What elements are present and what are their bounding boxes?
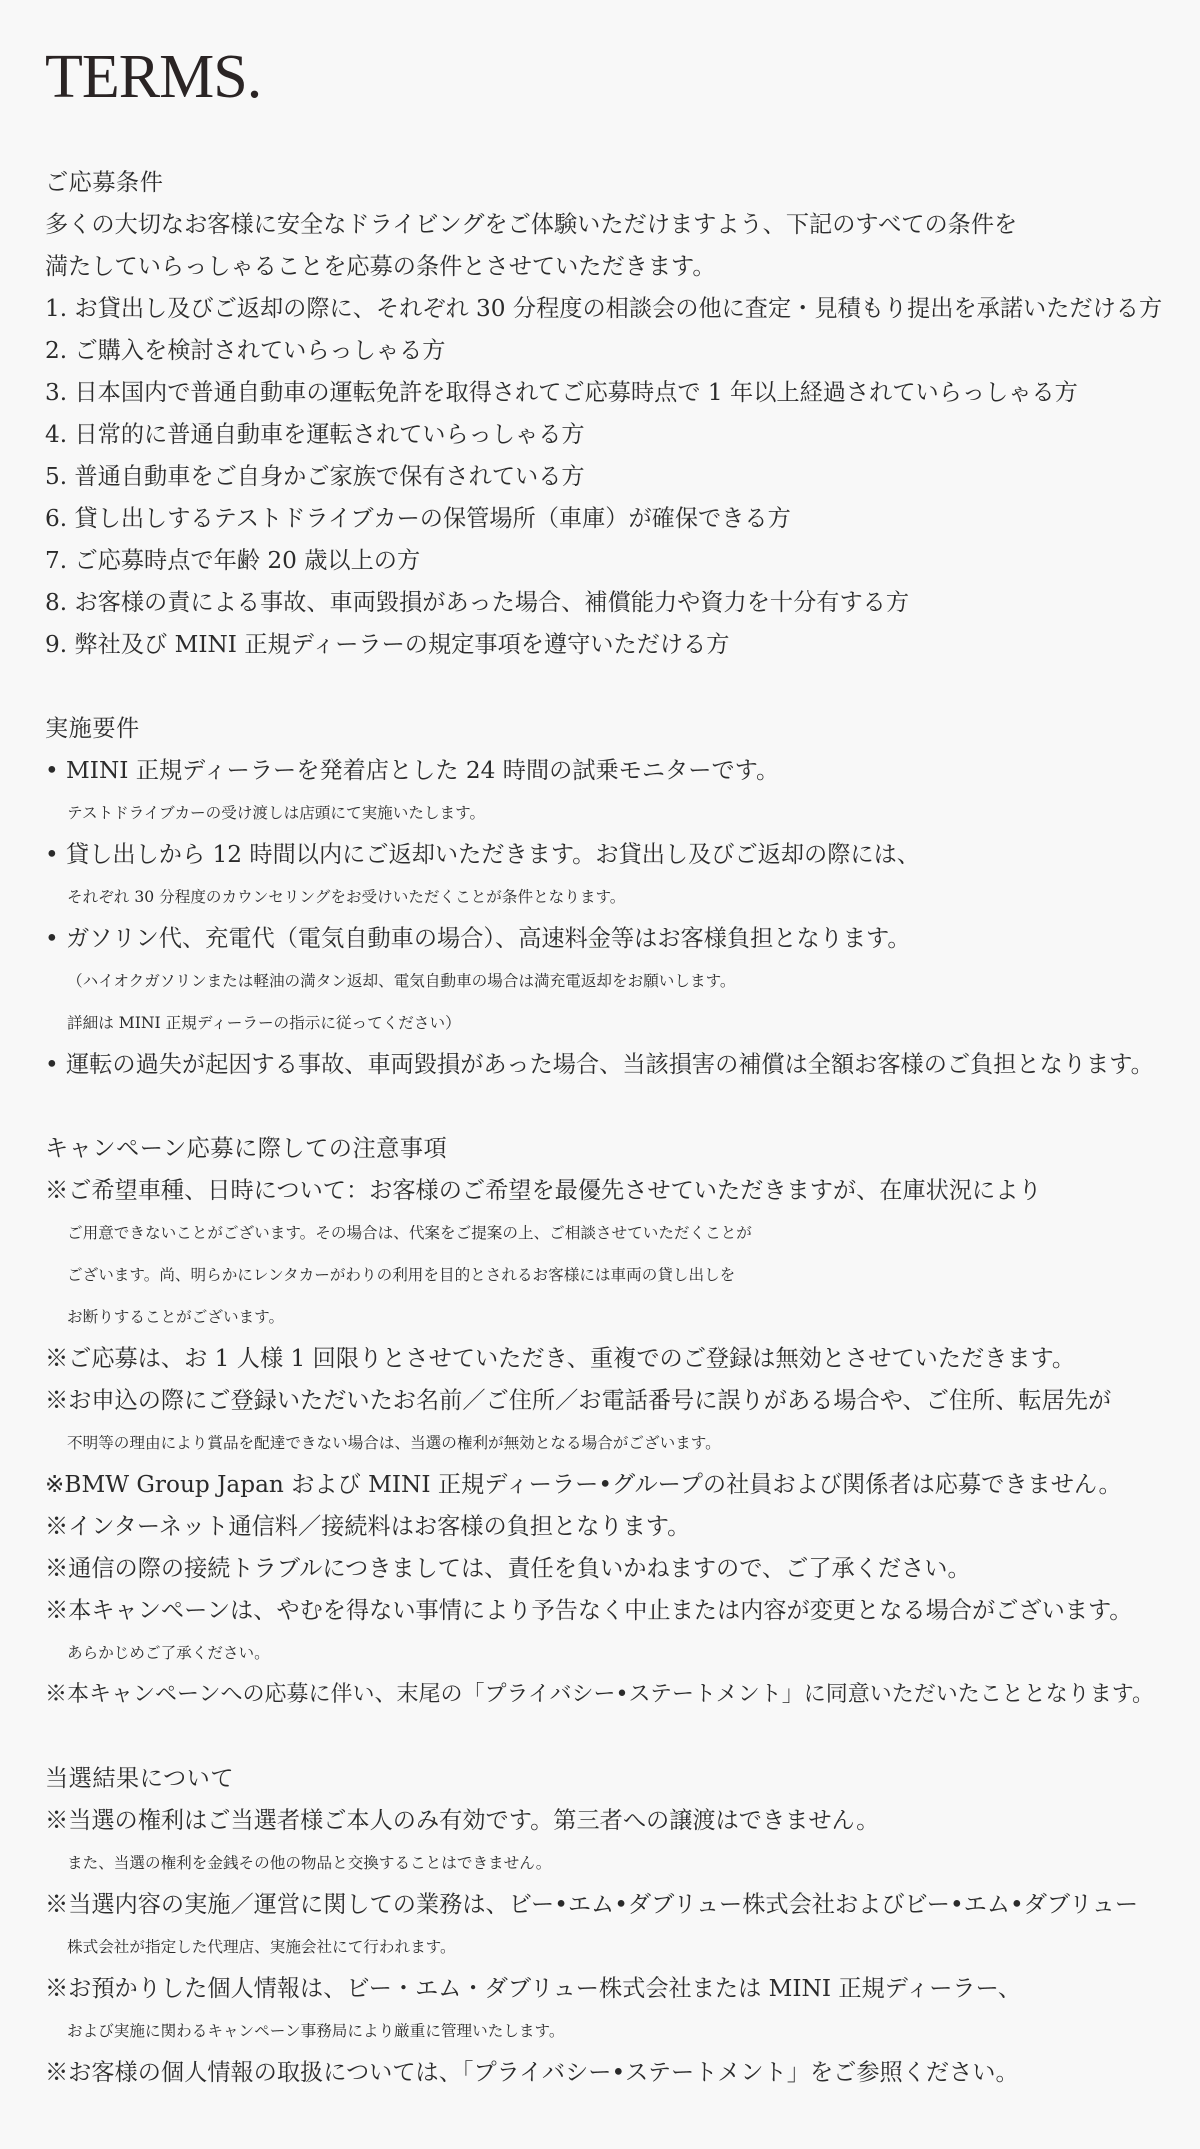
terms-line-continuation: （ハイオクガソリンまたは軽油の満タン返却、電気自動車の場合は満充電返却をお願いします。 — [67, 972, 736, 990]
terms-line: ※通信の際の接続トラブルにつきましては、責任を負いかねますので、ご了承ください。 — [45, 1555, 971, 1582]
terms-line-continuation: 不明等の理由により賞品を配達できない場合は、当選の権利が無効となる場合がございます。 — [67, 1434, 721, 1452]
section-heading: キャンペーン応募に際しての注意事項 — [45, 1135, 448, 1162]
terms-line-continuation: ございます。尚、明らかにレンタカーがわりの利用を目的とされるお客様には車両の貸し出しを — [67, 1266, 736, 1284]
terms-line: ※当選内容の実施／運営に関しての業務は、ビー•エム•ダブリュー株式会社およびビー•エム•ダブリュー — [45, 1891, 1139, 1918]
terms-line-continuation: ご用意できないことがございます。その場合は、代案をご提案の上、ご相談させていただくことが — [67, 1224, 752, 1242]
terms-line: 4. 日常的に普通自動車を運転されていらっしゃる方 — [45, 421, 585, 448]
terms-line: ※BMW Group Japan および MINI 正規ディーラー•グループの社員および関係者は応募できません。 — [45, 1471, 1122, 1498]
section-spacer — [45, 1086, 1165, 1128]
terms-page — [45, 0, 1165, 2086]
terms-line: 8. お客様の責による事故、車両毀損があった場合、補償能力や資力を十分有する方 — [45, 589, 910, 616]
terms-line: ※ご応募は、お 1 人様 1 回限りとさせていただき、重複でのご登録は無効とさせていただきます。 — [45, 1345, 1076, 1372]
terms-line: 3. 日本国内で普通自動車の運転免許を取得されてご応募時点で 1 年以上経過されていらっしゃる方 — [45, 379, 1078, 406]
terms-line-continuation: 詳細は MINI 正規ディーラーの指示に従ってください） — [67, 1014, 461, 1032]
terms-section — [45, 1758, 1165, 2094]
terms-line: 7. ご応募時点で年齢 20 歳以上の方 — [45, 547, 421, 574]
terms-line-continuation: あらかじめご了承ください。 — [67, 1644, 270, 1662]
terms-line: ※インターネット通信料／接続料はお客様の負担となります。 — [45, 1513, 691, 1540]
terms-line: ※本キャンペーンへの応募に伴い、末尾の「プライバシー•ステートメント」に同意いただいたこととなります。 — [45, 1682, 1155, 1707]
terms-line-continuation: また、当選の権利を金銭その他の物品と交換することはできません。 — [67, 1854, 552, 1872]
terms-line-continuation: テストドライブカーの受け渡しは店頭にて実施いたします。 — [67, 804, 486, 822]
terms-line: ※お客様の個人情報の取扱については、「プライバシー•ステートメント」をご参照ください。 — [45, 2059, 1019, 2086]
section-heading: 当選結果について — [45, 1765, 235, 1792]
terms-line: 2. ご購入を検討されていらっしゃる方 — [45, 337, 446, 364]
terms-line: ※お預かりした個人情報は、ビー・エム・ダブリュー株式会社または MINI 正規ディーラー、 — [45, 1975, 1022, 2002]
terms-line-continuation: それぞれ 30 分程度のカウンセリングをお受けいただくことが条件となります。 — [67, 888, 626, 906]
terms-section — [45, 162, 1165, 666]
terms-line: • MINI 正規ディーラーを発着店とした 24 時間の試乗モニターです。 — [45, 757, 780, 784]
terms-line: ※本キャンペーンは、やむを得ない事情により予告なく中止または内容が変更となる場合がございます。 — [45, 1597, 1133, 1624]
terms-section — [45, 1128, 1165, 1716]
terms-line: • 運転の過失が起因する事故、車両毀損があった場合、当該損害の補償は全額お客様のご負担となります。 — [45, 1051, 1154, 1078]
section-heading: ご応募条件 — [45, 169, 164, 196]
terms-line: 1. お貸出し及びご返却の際に、それぞれ 30 分程度の相談会の他に査定・見積もり提出を承諾いただける方 — [45, 295, 1163, 322]
section-spacer — [45, 666, 1165, 708]
terms-line: 5. 普通自動車をご自身かご家族で保有されている方 — [45, 463, 585, 490]
terms-line: 6. 貸し出しするテストドライブカーの保管場所（車庫）が確保できる方 — [45, 505, 791, 532]
terms-line: • ガソリン代、充電代（電気自動車の場合）、高速料金等はお客様負担となります。 — [45, 925, 911, 952]
terms-line-continuation: および実施に関わるキャンペーン事務局により厳重に管理いたします。 — [67, 2022, 565, 2040]
terms-section — [45, 708, 1165, 1086]
terms-line: ※お申込の際にご登録いただいたお名前／ご住所／お電話番号に誤りがある場合や、ご住所、転居先が — [45, 1387, 1112, 1414]
section-heading: 実施要件 — [45, 715, 140, 742]
terms-line: 9. 弊社及び MINI 正規ディーラーの規定事項を遵守いただける方 — [45, 631, 730, 658]
terms-line-continuation: お断りすることがございます。 — [67, 1308, 285, 1326]
terms-line: • 貸し出しから 12 時間以内にご返却いただきます。お貸出し及びご返却の際には、 — [45, 841, 920, 868]
terms-line: 満たしていらっしゃることを応募の条件とさせていただきます。 — [45, 253, 716, 280]
terms-content — [45, 162, 1165, 2094]
page-title: TERMS. — [45, 43, 262, 111]
terms-line: ※当選の権利はご当選者様ご本人のみ有効です。第三者への譲渡はできません。 — [45, 1807, 880, 1834]
terms-line-continuation: 株式会社が指定した代理店、実施会社にて行われます。 — [67, 1938, 456, 1956]
terms-line: 多くの大切なお客様に安全なドライビングをご体験いただけますよう、下記のすべての条件を — [45, 211, 1018, 238]
terms-line: ※ご希望車種、日時について：お客様のご希望を最優先させていただきますが、在庫状況により — [45, 1177, 1042, 1204]
section-spacer — [45, 1716, 1165, 1758]
